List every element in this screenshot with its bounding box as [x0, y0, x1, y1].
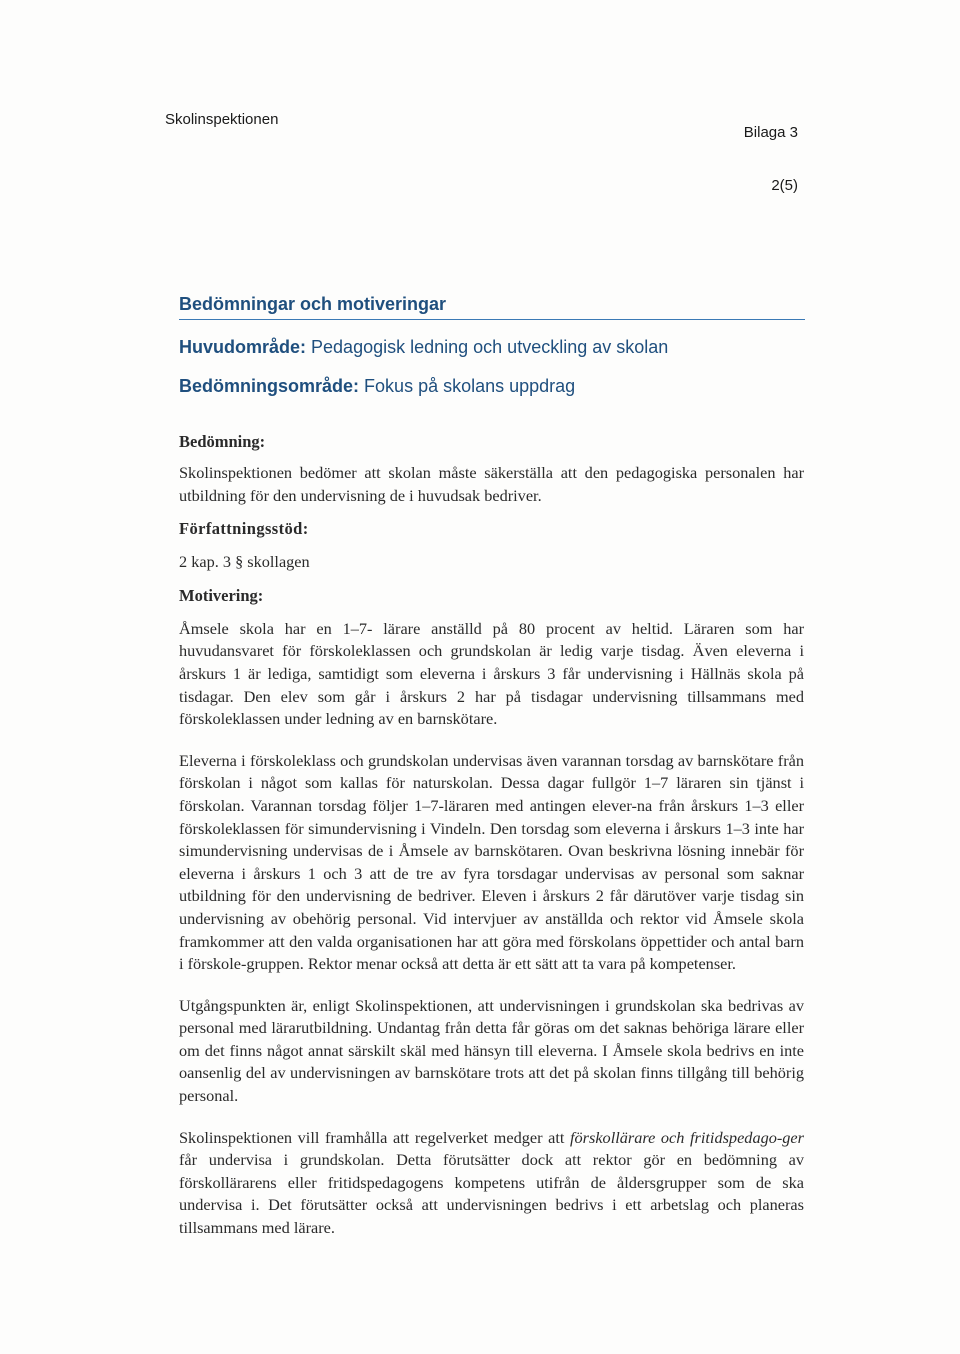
main-area-label: Huvudområde:: [179, 337, 307, 357]
motivation-paragraph-1: Åmsele skola har en 1–7- lärare anställd på 80 procent av heltid. Läraren som har huvudansvaret för förskoleklassen och grundskolan är ledig varje tisdag. Även eleverna i årskurs 1 är lediga, samtidigt som eleverna i årskurs 3 får undervisning i Hällnäs skola på tisdagar. Den elev som går i årskurs 2 har på tisdagar undervisning tillsammans med förskoleklassen under ledning av en barnskötare.: [179, 618, 804, 729]
document-body: [179, 431, 804, 1240]
main-area-value: Pedagogisk ledning och utveckling av skolan: [311, 337, 669, 357]
header-attachment-label: Bilaga 3: [743, 124, 798, 141]
legal-support-text: 2 kap. 3 § skollagen: [179, 552, 310, 572]
assessment-area-value: Fokus på skolans uppdrag: [364, 376, 576, 396]
assessment-heading: Bedömning:: [179, 432, 266, 451]
motivation-paragraph-3: Utgångspunkten är, enligt Skolinspektionen, att undervisningen i grundskolan ska bedrivas av personal med lärarutbildning. Undantag från detta får göras om det saknas behöriga lärare eller om det finns något annat särskilt skäl med hänsyn till eleverna. I Åmsele skola bedrivs en inte oansenlig del av undervisningen av barnskötare trots att det på skolan finns tillgång till behörig personal.: [179, 995, 804, 1106]
motivation-heading: Motivering:: [179, 585, 264, 605]
motivation-paragraph-4-start: Skolinspektionen vill framhålla att regelverket medger att: [179, 1127, 570, 1147]
page-number: 2(5): [771, 177, 798, 194]
assessment-area-line: [179, 376, 575, 397]
header-organization: Skolinspektionen: [165, 111, 279, 128]
assessment-area-label: Bedömningsområde:: [179, 376, 360, 396]
motivation-paragraph-4: [179, 1127, 804, 1240]
page-title: Bedömningar och motiveringar: [179, 294, 805, 320]
main-area-line: [179, 337, 668, 358]
motivation-paragraph-4-italic: förskollärare och fritidspedago-ger: [569, 1127, 804, 1147]
motivation-paragraph-2: Eleverna i förskoleklass och grundskolan undervisas även varannan torsdag av barnskötare från förskolan i något som kallas för naturskolan. Dessa dagar fullgör 1–7 läraren sin tjänst i förskolan. Varannan torsdag följer 1–7-läraren med antingen elever-na från årskurs 1–3 eller förskoleklassen för simundervisning i Vindeln. Den torsdag som eleverna i årskurs 1–3 inte har simundervisning undervisas de i Åmsele av barnskötaren. Ovan beskrivna lösning innebär för eleverna i årskurs 1 och 3 att de tre av fyra torsdagar undervisas av personal som saknar utbildning för den undervisning de bedriver. Eleven i årskurs 2 får därutöver varje tisdag sin undervisning av obehörig personal. Vid intervjuer av anställda och rektor vid Åmsele skola framkommer att den valda organisationen har att göra med förskolans öppettider och antal barn i förskole-gruppen. Rektor menar också att detta är ett sätt att ta vara på kompetenser.: [179, 750, 804, 974]
assessment-text: Skolinspektionen bedömer att skolan måste säkerställa att den pedagogiska personalen har utbildning för den undervisning de i huvudsak bedriver.: [179, 463, 804, 505]
motivation-paragraph-4-end: får undervisa i grundskolan. Detta förutsätter dock att rektor gör en bedömning av förskollärarens eller fritidspedagogens kompetens utifrån de åldersgrupper som de ska undervisa i. Det förutsätter också att undervisningen bedrivs i ett arbetslag och planeras tillsammans med lärare.: [179, 1150, 804, 1238]
legal-support-heading: Författningsstöd:: [179, 519, 309, 539]
